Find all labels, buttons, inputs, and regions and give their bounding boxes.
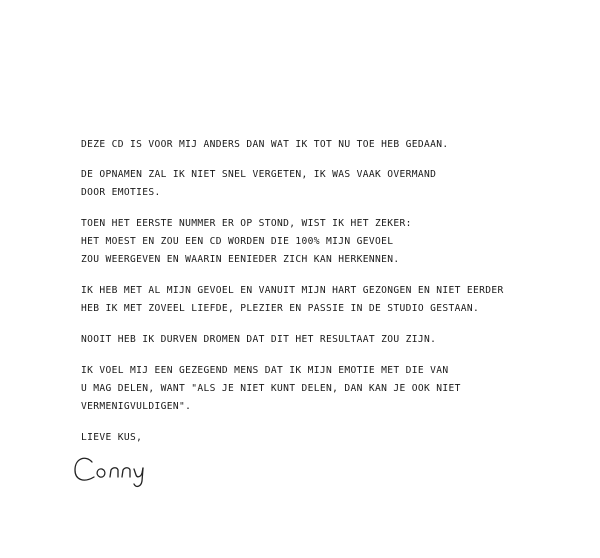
- letter-line: IK VOEL MIJ EEN GEZEGEND MENS DAT IK MIJN EMOTIE MET DIE VAN: [81, 365, 449, 376]
- letter-closing: [81, 429, 581, 447]
- letter-paragraph: [81, 166, 581, 202]
- letter-line: VERMENIGVULDIGEN".: [81, 401, 192, 412]
- letter-paragraph: [81, 362, 581, 416]
- letter-line: IK HEB MET AL MIJN GEVOEL EN VANUIT MIJN HART GEZONGEN EN NIET EERDER: [81, 285, 504, 296]
- letter-line: HET MOEST EN ZOU EEN CD WORDEN DIE 100% MIJN GEVOEL: [81, 236, 394, 247]
- letter-line: HEB IK MET ZOVEEL LIEFDE, PLEZIER EN PASSIE IN DE STUDIO GESTAAN.: [81, 303, 480, 314]
- letter-paragraph: [81, 282, 581, 318]
- letter-line: U MAG DELEN, WANT "ALS JE NIET KUNT DELEN, DAN KAN JE OOK NIET: [81, 383, 461, 394]
- letter-line: ZOU WEERGEVEN EN WAARIN EENIEDER ZICH KAN HERKENNEN.: [81, 254, 400, 265]
- handwritten-signature: [72, 450, 180, 490]
- letter-line: DEZE CD IS VOOR MIJ ANDERS DAN WAT IK TOT NU TOE HEB GEDAAN.: [81, 139, 449, 150]
- letter-line: DOOR EMOTIES.: [81, 187, 161, 198]
- letter-line: NOOIT HEB IK DURVEN DROMEN DAT DIT HET RESULTAAT ZOU ZIJN.: [81, 334, 437, 345]
- letter-body: [81, 136, 581, 460]
- letter-paragraph: [81, 331, 581, 349]
- closing-line: LIEVE KUS,: [81, 432, 143, 443]
- letter-paragraph: [81, 215, 581, 269]
- letter-line: TOEN HET EERSTE NUMMER ER OP STOND, WIST IK HET ZEKER:: [81, 218, 412, 229]
- letter-line: DE OPNAMEN ZAL IK NIET SNEL VERGETEN, IK WAS VAAK OVERMAND: [81, 169, 437, 180]
- letter-paragraph: [81, 136, 581, 154]
